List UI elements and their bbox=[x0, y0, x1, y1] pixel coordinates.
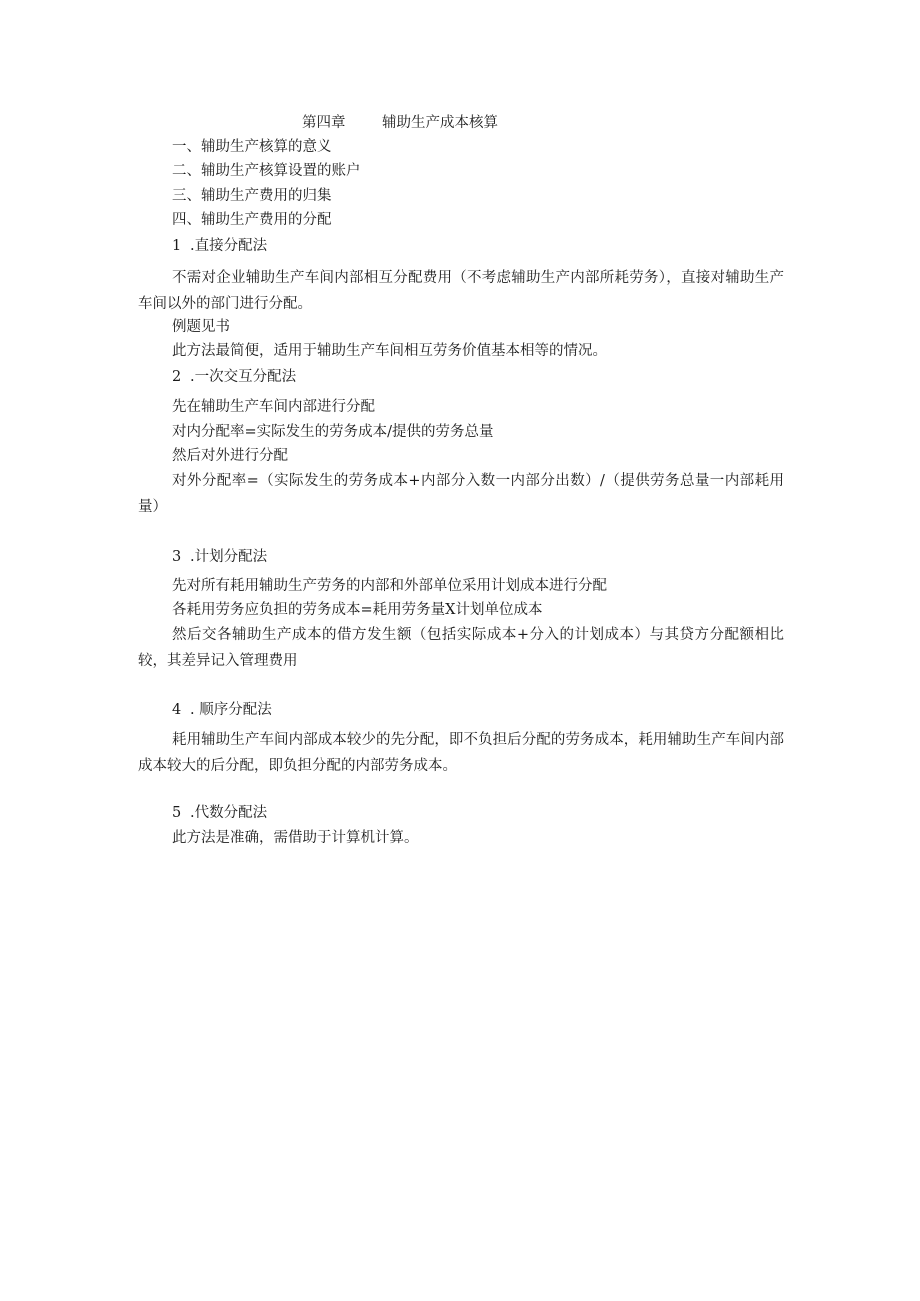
chapter-number: 第四章 bbox=[302, 115, 346, 131]
method-heading-1 bbox=[172, 236, 267, 256]
method-title: .直接分配法 bbox=[190, 238, 268, 254]
method-heading-5 bbox=[172, 803, 267, 823]
method-1-paragraph: 不需对企业辅助生产车间内部相互分配费用（不考虑辅助生产内部所耗劳务），直接对辅助生产车间以外的部门进行分配。 bbox=[138, 270, 784, 312]
method-number: 4 bbox=[172, 702, 182, 718]
method-2-line-3: 然后对外进行分配 bbox=[172, 448, 288, 464]
method-title: . 顺序分配法 bbox=[190, 702, 272, 718]
chapter-title bbox=[302, 113, 498, 133]
method-1-example: 例题见书 bbox=[172, 319, 230, 335]
method-heading-2 bbox=[172, 367, 296, 387]
section-heading-3: 三、辅助生产费用的归集 bbox=[172, 188, 332, 204]
section-heading-1: 一、辅助生产核算的意义 bbox=[172, 139, 332, 155]
section-heading-2: 二、辅助生产核算设置的账户 bbox=[172, 163, 361, 179]
method-number: 3 bbox=[172, 549, 182, 565]
method-1-note: 此方法最简便，适用于辅助生产车间相互劳务价值基本相等的情况。 bbox=[172, 343, 607, 359]
method-title: .计划分配法 bbox=[190, 549, 268, 565]
method-2-line-2: 对内分配率=实际发生的劳务成本/提供的劳务总量 bbox=[172, 424, 494, 440]
method-3-line-2: 各耗用劳务应负担的劳务成本=耗用劳务量X计划单位成本 bbox=[172, 602, 543, 618]
method-number: 1 bbox=[172, 238, 182, 254]
method-5-line-1: 此方法是准确，需借助于计算机计算。 bbox=[172, 830, 419, 846]
method-title: .代数分配法 bbox=[190, 805, 268, 821]
method-heading-3 bbox=[172, 547, 267, 567]
method-heading-4 bbox=[172, 700, 272, 720]
method-4-paragraph: 耗用辅助生产车间内部成本较少的先分配，即不负担后分配的劳务成本，耗用辅助生产车间内部成本较大的后分配，即负担分配的内部劳务成本。 bbox=[138, 732, 784, 774]
method-number: 5 bbox=[172, 805, 182, 821]
method-number: 2 bbox=[172, 369, 182, 385]
section-heading-4: 四、辅助生产费用的分配 bbox=[172, 212, 332, 228]
chapter-name: 辅助生产成本核算 bbox=[382, 115, 498, 131]
method-3-line-1: 先对所有耗用辅助生产劳务的内部和外部单位采用计划成本进行分配 bbox=[172, 578, 607, 594]
method-3-paragraph: 然后交各辅助生产成本的借方发生额（包括实际成本+分入的计划成本）与其贷方分配额相比较，其差异记入管理费用 bbox=[138, 627, 784, 669]
method-title: .一次交互分配法 bbox=[190, 369, 297, 385]
method-2-line-1: 先在辅助生产车间内部进行分配 bbox=[172, 399, 375, 415]
method-2-paragraph: 对外分配率=（实际发生的劳务成本+内部分入数一内部分出数）/（提供劳务总量一内部耗用量） bbox=[138, 473, 784, 515]
